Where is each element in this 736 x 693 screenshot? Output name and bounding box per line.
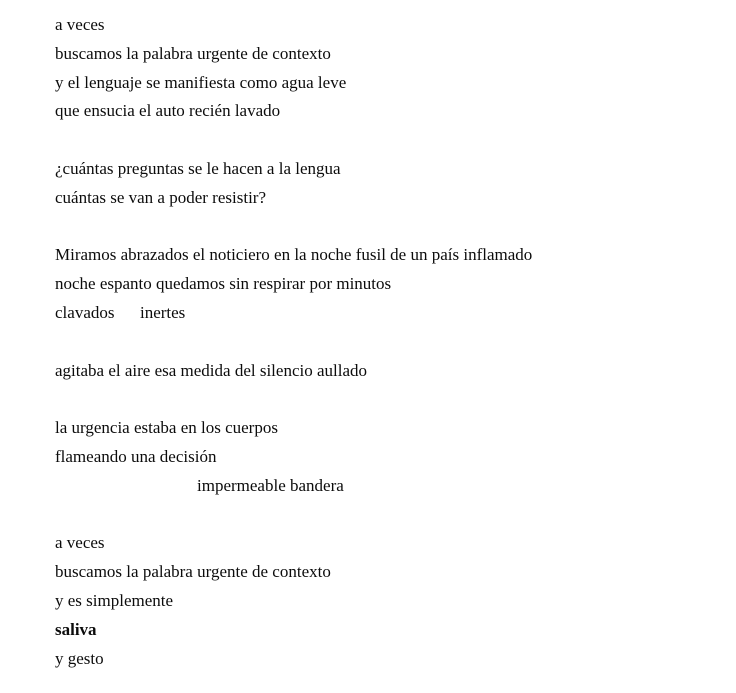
- poem-line: a veces: [55, 533, 105, 553]
- poem-line: ¿cuántas preguntas se le hacen a la lengua: [55, 158, 341, 178]
- poem-blank-line: [55, 126, 696, 155]
- poem-line: que ensucia el auto recién lavado: [55, 101, 281, 121]
- poem-blank-line: [55, 328, 696, 357]
- poem-line: impermeable bandera: [197, 475, 344, 495]
- poem-blank-line: [55, 213, 696, 242]
- poem-line: cuántas se van a poder resistir?: [55, 187, 266, 207]
- poem-blank-line: [55, 385, 696, 414]
- poem-line: flameando una decisión: [55, 446, 217, 466]
- poem-line: buscamos la palabra urgente de contexto: [55, 43, 331, 63]
- poem-line: saliva: [55, 619, 97, 639]
- poem-line: y es simplemente: [55, 590, 174, 610]
- poem-line: y gesto: [55, 648, 104, 668]
- poem-line: agitaba el aire esa medida del silencio aullado: [55, 360, 368, 380]
- poem: [55, 11, 696, 673]
- poem-line: Miramos abrazados el noticiero en la noche fusil de un país inflamado: [55, 245, 533, 265]
- poem-line: clavados inertes: [55, 302, 186, 322]
- poem-blank-line: [55, 501, 696, 530]
- poem-line: la urgencia estaba en los cuerpos: [55, 418, 278, 438]
- poem-line: noche espanto quedamos sin respirar por minutos: [55, 274, 392, 294]
- poem-line: y el lenguaje se manifiesta como agua leve: [55, 72, 347, 92]
- poem-line: a veces: [55, 15, 105, 34]
- poem-line: buscamos la palabra urgente de contexto: [55, 562, 331, 582]
